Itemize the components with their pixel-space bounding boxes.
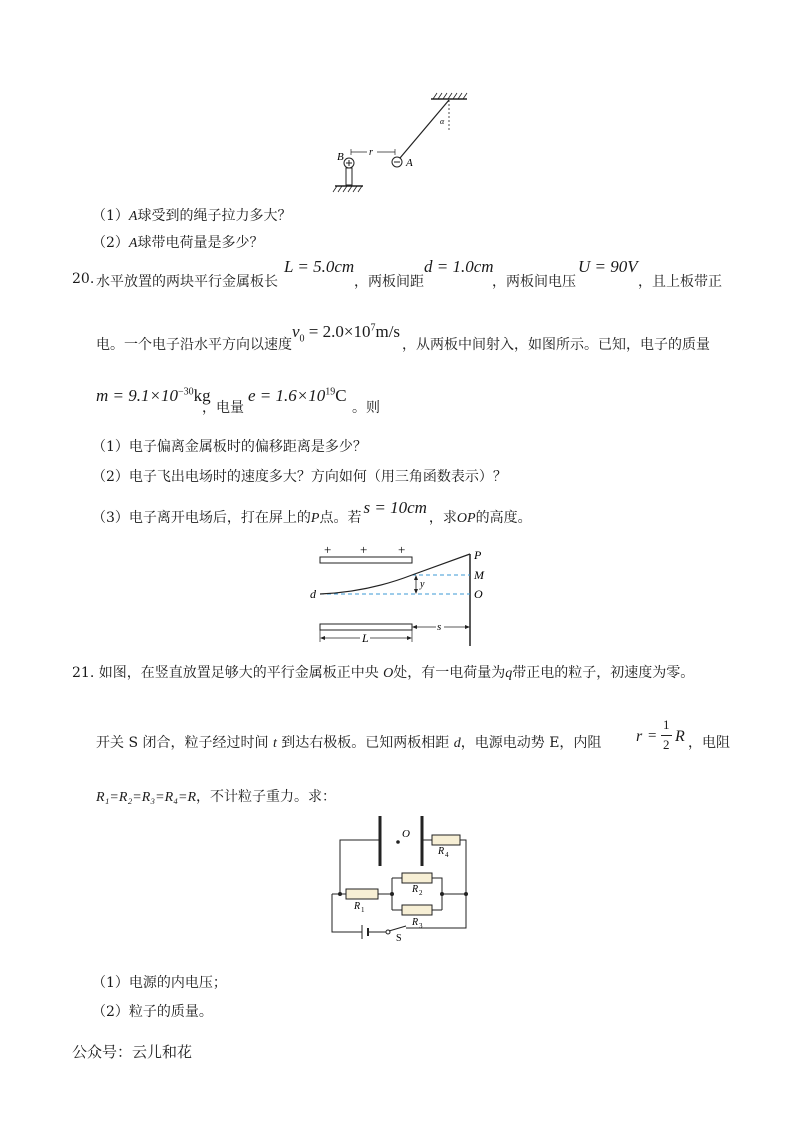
q20-sub3: （3）电子离开电场后，打在屏上的P点。若s = 10cm，求OP的高度。 [92, 498, 532, 526]
q20-text-3: ，两板间电压 [492, 274, 576, 290]
deflection-figure [306, 542, 506, 650]
q21-text-1: 21. 如图，在竖直放置足够大的平行金属板正中央 O处，有一电荷量为q带正电的粒子，初速度为零。 [72, 665, 695, 681]
q20-text-8: 。则 [352, 400, 380, 416]
q20-sub2: （2）电子飞出电场时的速度多大？方向如何（用三角函数表示）？ [92, 469, 507, 485]
q21-sub2: （2）粒子的质量。 [92, 1004, 213, 1020]
q20-text-4: ，且上板带正 [638, 274, 722, 290]
pendulum-figure [325, 90, 485, 195]
r3-subscript: 3 [419, 922, 423, 930]
switch-s-label: S [396, 933, 402, 942]
alpha-label: α [440, 117, 445, 126]
q20-sub1: （1）电子偏离金属板时的偏移距离是多少？ [92, 439, 367, 455]
length-l-label: L [362, 631, 369, 645]
plus-sign: + [360, 542, 368, 557]
q20-length-eq: L = 5.0cm [284, 257, 355, 276]
r4-label: R [438, 846, 445, 857]
d-label: d [310, 587, 316, 601]
point-p-label: P [474, 548, 482, 562]
footer-watermark: 公众号：云儿和花 [72, 1043, 193, 1061]
q20-mass-eq: $m = 9.1\times 10^{-30}kg$ [96, 386, 211, 405]
ball-b-label: B [337, 151, 344, 163]
r4-subscript: 4 [445, 851, 449, 859]
plus-sign: + [398, 542, 406, 557]
q20-text-2: ，两板间距 [354, 274, 424, 290]
q20-voltage-eq: U = 90V [578, 257, 638, 276]
q20-text-1: 水平放置的两块平行金属板长 [96, 274, 278, 290]
q20-charge-eq: $e = 1.6\times 10^{19}C$ [248, 386, 347, 405]
q20-velocity-eq: $v_0 = 2.0\times 10^7m/s$ [292, 322, 401, 345]
ball-a-label: A [406, 157, 413, 169]
q20-text-5: 电。一个电子沿水平方向以速度 [96, 337, 292, 353]
q21-internal-resistance-eq: r = 1 2 R [636, 717, 685, 752]
r3-label: R [412, 917, 419, 928]
q21-text-3: ，电阻 [688, 735, 730, 751]
plus-sign: + [324, 542, 332, 557]
distance-s-label: s [437, 621, 442, 633]
q20-text-7: ，电量 [202, 400, 244, 416]
q19-sub1: （1）A球受到的绳子拉力多大？ [92, 208, 292, 224]
q20-distance-eq: d = 1.0cm [424, 257, 494, 276]
r1-label: R [354, 901, 361, 912]
r2-subscript: 2 [419, 889, 423, 897]
q20-number: 20. [72, 271, 95, 287]
particle-o-label: O [402, 828, 410, 840]
q19-sub2: （2）A球带电荷量是多少？ [92, 235, 264, 251]
q21-text-4: R₁=R₂=R₃=R₄=R，不计粒子重力。求： [96, 789, 337, 805]
q20-text-6: ，从两板中间射入，如图所示。已知，电子的质量 [402, 337, 710, 353]
distance-r-label: r [369, 147, 373, 158]
circuit-figure [326, 812, 476, 942]
point-o-label: O [474, 587, 483, 601]
q21-text-2: 开关 S 闭合，粒子经过时间 t 到达右极板。已知两板相距 d，电源电动势 E，内阻 [96, 735, 602, 751]
q21-sub1: （1）电源的内电压； [92, 975, 227, 991]
y-label: y [420, 579, 425, 590]
r1-subscript: 1 [361, 906, 365, 914]
r2-label: R [412, 884, 419, 895]
point-m-label: M [474, 568, 484, 582]
